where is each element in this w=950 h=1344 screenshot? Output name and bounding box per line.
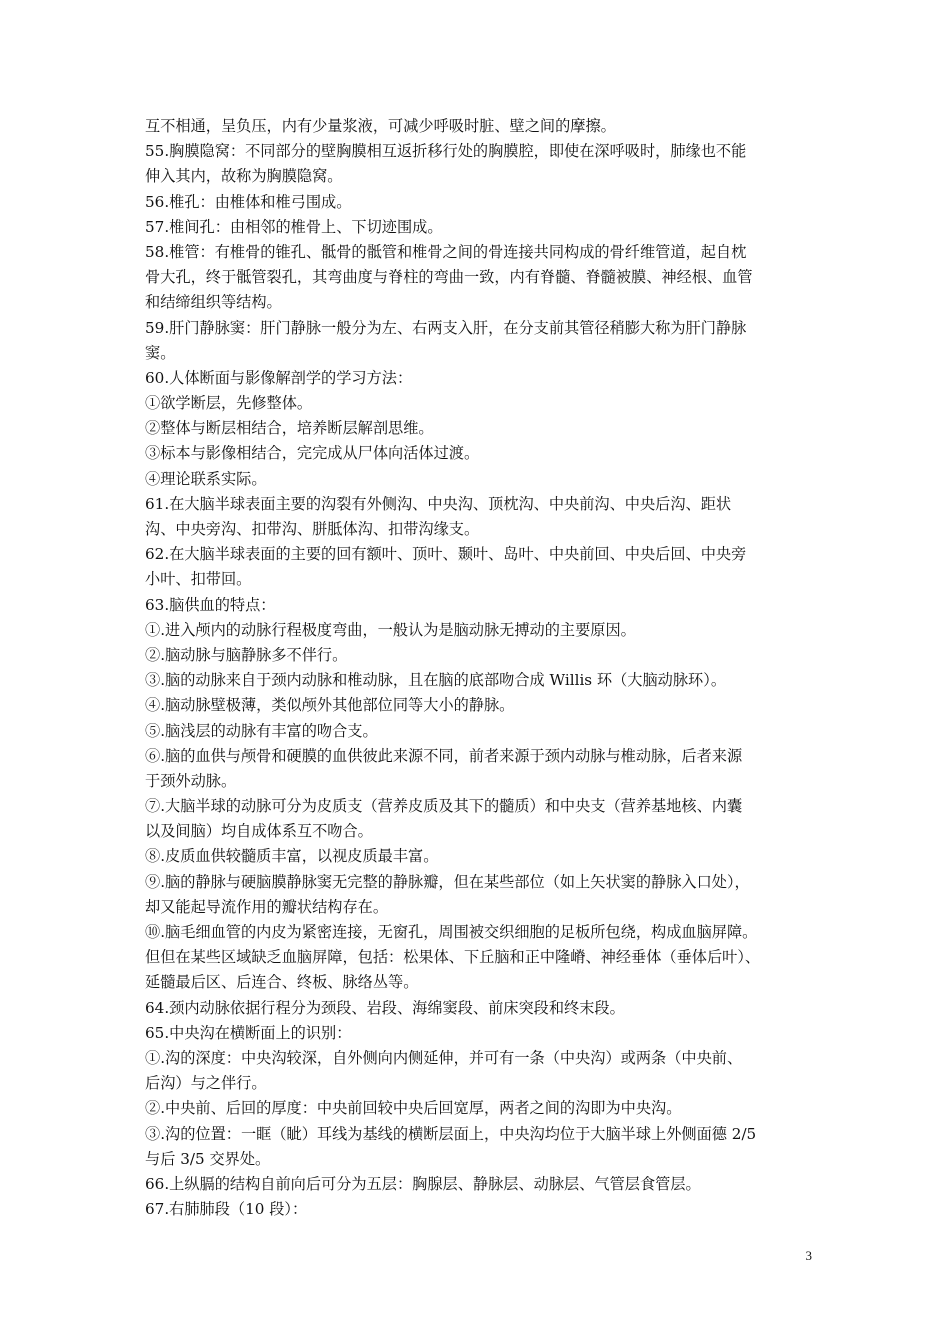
text-line: ②.脑动脉与脑静脉多不伴行。 (145, 645, 348, 664)
text-line: ⑧.皮质血供较髓质丰富，以视皮质最丰富。 (145, 847, 439, 866)
text-line: 与后 3/5 交界处。 (145, 1149, 271, 1168)
text-line: 互不相通，呈负压，内有少量浆液，可减少呼吸时脏、壁之间的摩擦。 (145, 117, 616, 135)
text-line: 和结缔组织等结构。 (145, 293, 282, 312)
text-line: ⑤.脑浅层的动脉有丰富的吻合支。 (145, 721, 378, 740)
page-number: 3 (805, 1248, 812, 1263)
text-line: ⑨.脑的静脉与硬脑膜静脉窦无完整的静脉瓣，但在某些部位（如上矢状窦的静脉入口处）， (145, 872, 750, 891)
text-line: ①.进入颅内的动脉行程极度弯曲，一般认为是脑动脉无搏动的主要原因。 (145, 620, 636, 639)
text-line: ③.沟的位置：一眶（眦）耳线为基线的横断层面上，中央沟均位于大脑半球上外侧面德 2/5 (145, 1124, 757, 1143)
text-line: 沟、中央旁沟、扣带沟、胼胝体沟、扣带沟缘支。 (145, 520, 480, 538)
text-line: 63.脑供血的特点： (145, 595, 276, 614)
text-line: 窦。 (145, 343, 176, 362)
text-line: 67.右肺肺段（10 段）： (145, 1200, 308, 1219)
text-line: ③标本与影像相结合，完完成从尸体向活体过渡。 (145, 444, 480, 463)
text-line: 后沟）与之伴行。 (145, 1074, 267, 1093)
text-line: 65.中央沟在横断面上的识别： (145, 1023, 352, 1042)
text-line: 小叶、扣带回。 (145, 570, 252, 589)
text-line: 伸入其内，故称为胸膜隐窝。 (145, 167, 343, 186)
text-line: 骨大孔，终于骶管裂孔，其弯曲度与脊柱的弯曲一致，内有脊髓、脊髓被膜、神经根、血管 (145, 268, 753, 287)
text-line: ③.脑的动脉来自于颈内动脉和椎动脉，且在脑的底部吻合成 Willis 环（大脑动脉环）。 (145, 671, 727, 690)
text-line: 60.人体断面与影像解剖学的学习方法： (145, 368, 413, 387)
text-line: 58.椎管：有椎骨的锥孔、骶骨的骶管和椎骨之间的骨连接共同构成的骨纤维管道，起自枕 (145, 242, 747, 261)
text-line: ④.脑动脉壁极薄，类似颅外其他部位同等大小的静脉。 (145, 696, 515, 715)
text-line: 于颈外动脉。 (145, 771, 237, 790)
text-line: ①欲学断层，先修整体。 (145, 394, 313, 413)
text-line: 59.肝门静脉窦：肝门静脉一般分为左、右两支入肝，在分支前其管径稍膨大称为肝门静脉 (145, 318, 747, 337)
text-line: ④理论联系实际。 (145, 469, 267, 488)
text-line: 62.在大脑半球表面的主要的回有额叶、顶叶、颞叶、岛叶、中央前回、中央后回、中央旁 (145, 545, 747, 564)
text-line: 55.胸膜隐窝：不同部分的壁胸膜相互返折移行处的胸膜腔，即使在深呼吸时，肺缘也不能 (145, 142, 747, 161)
text-line: 66.上纵膈的结构自前向后可分为五层：胸腺层、静脉层、动脉层、气管层食管层。 (145, 1174, 701, 1193)
text-line: 却又能起导流作用的瓣状结构存在。 (145, 897, 388, 916)
text-line: 61.在大脑半球表面主要的沟裂有外侧沟、中央沟、顶枕沟、中央前沟、中央后沟、距状 (145, 494, 732, 513)
text-line: 但但在某些区域缺乏血脑屏障，包括：松果体、下丘脑和正中隆嵴、神经垂体（垂体后叶）、 (145, 948, 761, 967)
page-body (145, 114, 810, 1222)
text-line: ⑦.大脑半球的动脉可分为皮质支（营养皮质及其下的髓质）和中央支（营养基地核、内囊 (145, 797, 743, 816)
text-line: 57.椎间孔：由相邻的椎骨上、下切迹围成。 (145, 217, 443, 236)
text-line: 56.椎孔：由椎体和椎弓围成。 (145, 192, 352, 211)
text-line: ①.沟的深度：中央沟较深，自外侧向内侧延伸，并可有一条（中央沟）或两条（中央前、 (145, 1048, 743, 1067)
text-line: ②整体与断层相结合，培养断层解剖思维。 (145, 419, 434, 438)
text-line: ⑩.脑毛细血管的内皮为紧密连接，无窗孔，周围被交织细胞的足板所包绕，构成血脑屏障。 (145, 923, 758, 941)
text-line: 以及间脑）均自成体系互不吻合。 (145, 822, 373, 841)
text-line: 64.颈内动脉依据行程分为颈段、岩段、海绵窦段、前床突段和终末段。 (145, 998, 625, 1017)
text-line: 延髓最后区、后连合、终板、脉络丛等。 (145, 973, 419, 992)
text-line: ②.中央前、后回的厚度：中央前回较中央后回宽厚，两者之间的沟即为中央沟。 (145, 1099, 682, 1118)
text-line: ⑥.脑的血供与颅骨和硬膜的血供彼此来源不同，前者来源于颈内动脉与椎动脉，后者来源 (145, 746, 743, 765)
